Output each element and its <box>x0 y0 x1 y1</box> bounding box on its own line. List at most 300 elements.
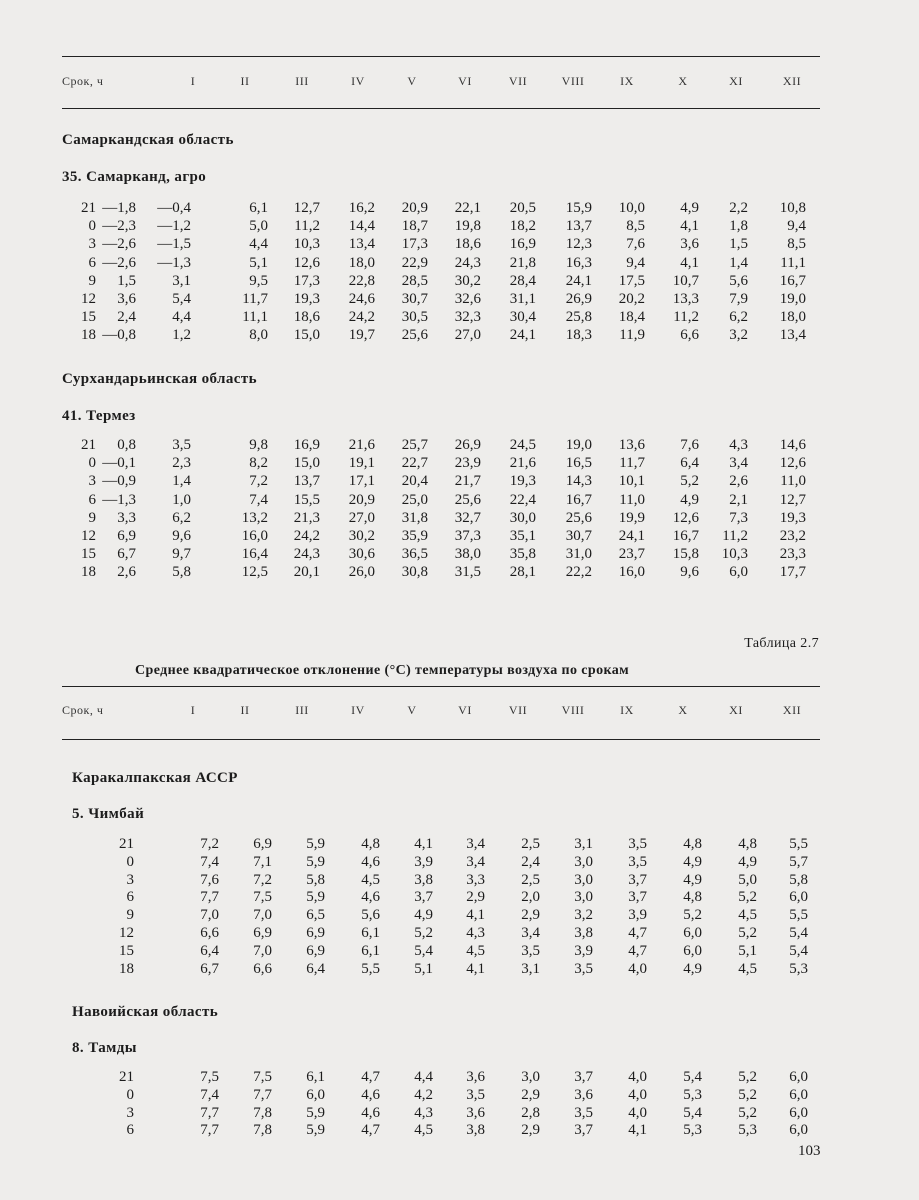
data-cell: 5,2 <box>738 1086 757 1103</box>
data-cell: 7,8 <box>253 1122 272 1139</box>
column-header-month: VIII <box>561 703 585 717</box>
data-cell: 6,0 <box>789 1122 808 1139</box>
row-term: 21 <box>81 437 96 453</box>
data-cell: 6,9 <box>306 925 325 941</box>
data-cell: 4,9 <box>683 853 702 870</box>
table-row <box>0 273 919 290</box>
data-cell: 5,1 <box>249 254 268 271</box>
data-cell: 31,0 <box>565 546 592 563</box>
table-row <box>0 854 919 871</box>
data-cell: 12,6 <box>779 455 806 472</box>
data-cell: 3,4 <box>521 925 540 941</box>
table-rule <box>62 56 820 57</box>
data-cell: 3,6 <box>466 1104 485 1121</box>
column-header-month: V <box>407 703 417 717</box>
data-cell: 17,5 <box>618 272 645 289</box>
data-cell: 3,1 <box>574 836 593 852</box>
data-cell: 2,0 <box>521 889 540 906</box>
data-cell: 5,9 <box>306 836 325 852</box>
data-cell: 23,2 <box>779 528 806 544</box>
data-cell: 36,5 <box>401 546 428 563</box>
data-cell: —1,2 <box>157 218 191 235</box>
data-cell: 7,7 <box>253 1086 272 1103</box>
row-term: 12 <box>119 925 134 941</box>
table-label: Таблица 2.7 <box>744 636 819 651</box>
data-cell: 7,4 <box>200 853 219 870</box>
table-rule <box>62 686 820 687</box>
data-cell: 5,4 <box>789 925 808 941</box>
data-cell: 7,4 <box>200 1086 219 1103</box>
data-cell: 16,7 <box>672 528 699 544</box>
data-cell: 35,9 <box>401 528 428 544</box>
data-cell: 6,0 <box>683 942 702 959</box>
data-cell: 5,9 <box>306 853 325 870</box>
data-cell: 4,9 <box>683 871 702 888</box>
data-cell: 2,8 <box>521 1104 540 1121</box>
data-cell: 10,3 <box>293 236 320 253</box>
data-cell: 6,4 <box>200 942 219 959</box>
data-cell: 16,9 <box>293 437 320 453</box>
data-cell: 6,4 <box>306 960 325 977</box>
data-cell: 3,6 <box>574 1086 593 1103</box>
data-cell: 22,9 <box>401 254 428 271</box>
table-row <box>0 510 919 527</box>
data-cell: 7,0 <box>253 907 272 924</box>
data-cell: 18,6 <box>454 236 481 253</box>
data-cell: 4,3 <box>729 437 748 453</box>
data-cell: 4,2 <box>414 1086 433 1103</box>
data-cell: 7,5 <box>200 1069 219 1085</box>
column-header-month: VI <box>458 74 472 88</box>
data-cell: 5,4 <box>172 291 191 307</box>
data-cell: 1,4 <box>729 254 748 271</box>
data-cell: 21,6 <box>348 437 375 453</box>
data-cell: 17,3 <box>293 272 320 289</box>
data-cell: 20,9 <box>401 200 428 216</box>
data-cell: 4,5 <box>361 871 380 888</box>
data-cell: 9,5 <box>249 272 268 289</box>
data-cell: 12,6 <box>672 509 699 526</box>
data-cell: —0,1 <box>102 455 136 472</box>
data-cell: 3,0 <box>574 889 593 906</box>
data-cell: 4,9 <box>680 491 699 508</box>
data-cell: —0,4 <box>157 200 191 216</box>
data-cell: 1,8 <box>729 218 748 235</box>
table-row <box>0 218 919 235</box>
data-cell: 5,6 <box>361 907 380 924</box>
data-cell: 4,9 <box>680 200 699 216</box>
data-cell: 32,3 <box>454 309 481 326</box>
data-cell: 16,7 <box>779 272 806 289</box>
data-cell: 4,1 <box>680 254 699 271</box>
data-cell: 2,9 <box>521 1122 540 1139</box>
data-cell: 13,4 <box>779 327 806 344</box>
data-cell: 5,2 <box>680 473 699 490</box>
data-cell: 5,3 <box>683 1122 702 1139</box>
column-header-month: X <box>678 703 688 717</box>
data-cell: 22,2 <box>565 564 592 581</box>
data-cell: 2,9 <box>466 889 485 906</box>
column-header-term: Срок, ч <box>62 703 104 717</box>
data-cell: 3,6 <box>117 291 136 307</box>
data-cell: 5,2 <box>683 907 702 924</box>
data-cell: 9,6 <box>172 528 191 544</box>
data-cell: 24,2 <box>293 528 320 544</box>
data-cell: 16,4 <box>241 546 268 563</box>
data-cell: 5,9 <box>306 1122 325 1139</box>
data-cell: 19,0 <box>565 437 592 453</box>
data-cell: 3,7 <box>414 889 433 906</box>
data-cell: 17,1 <box>348 473 375 490</box>
data-cell: 3,7 <box>628 889 647 906</box>
row-term: 12 <box>81 291 96 307</box>
data-cell: 7,7 <box>200 889 219 906</box>
data-cell: 10,8 <box>779 200 806 216</box>
data-cell: 7,6 <box>680 437 699 453</box>
data-cell: 3,0 <box>574 871 593 888</box>
data-cell: 31,8 <box>401 509 428 526</box>
data-cell: 24,6 <box>348 291 375 307</box>
column-header-month: VIII <box>561 74 585 88</box>
data-cell: 15,0 <box>293 455 320 472</box>
column-header-month: XII <box>782 74 802 88</box>
data-cell: 3,8 <box>574 925 593 941</box>
data-cell: 12,7 <box>779 491 806 508</box>
region-heading: Сурхандарьинская область <box>62 371 257 387</box>
table-row <box>0 1105 919 1122</box>
data-cell: 22,8 <box>348 272 375 289</box>
data-cell: 16,7 <box>565 491 592 508</box>
data-cell: —1,3 <box>157 254 191 271</box>
row-term: 3 <box>88 473 96 490</box>
data-cell: 4,6 <box>361 1086 380 1103</box>
data-cell: 22,7 <box>401 455 428 472</box>
row-term: 9 <box>88 509 96 526</box>
data-cell: 28,5 <box>401 272 428 289</box>
data-cell: 6,6 <box>200 925 219 941</box>
data-cell: 7,2 <box>253 871 272 888</box>
data-cell: 18,3 <box>565 327 592 344</box>
data-cell: 21,7 <box>454 473 481 490</box>
data-cell: 15,0 <box>293 327 320 344</box>
table-title: Среднее квадратическое отклонение (°C) температуры воздуха по срокам <box>135 663 630 678</box>
data-cell: 24,5 <box>509 437 536 453</box>
page-number: 103 <box>798 1143 821 1159</box>
data-cell: 6,0 <box>789 1104 808 1121</box>
data-cell: 3,1 <box>521 960 540 977</box>
station-heading: 41. Термез <box>62 408 136 424</box>
data-cell: 15,8 <box>672 546 699 563</box>
data-cell: 20,1 <box>293 564 320 581</box>
data-cell: 1,5 <box>117 272 136 289</box>
row-term: 3 <box>88 236 96 253</box>
table-row <box>0 546 919 563</box>
table-row <box>0 1087 919 1104</box>
data-cell: 25,6 <box>454 491 481 508</box>
data-cell: 3,4 <box>466 836 485 852</box>
data-cell: 3,1 <box>172 272 191 289</box>
data-cell: 3,2 <box>574 907 593 924</box>
data-cell: 3,6 <box>466 1069 485 1085</box>
data-cell: 20,2 <box>618 291 645 307</box>
data-cell: 5,4 <box>789 942 808 959</box>
data-cell: 5,9 <box>306 1104 325 1121</box>
column-header-month: II <box>240 703 250 717</box>
column-header-month: IX <box>620 74 634 88</box>
data-cell: 7,0 <box>200 907 219 924</box>
data-cell: 11,0 <box>780 473 806 490</box>
row-term: 21 <box>119 1069 134 1085</box>
data-cell: 1,2 <box>172 327 191 344</box>
data-cell: 30,2 <box>454 272 481 289</box>
data-cell: 6,1 <box>361 942 380 959</box>
data-cell: 2,4 <box>521 853 540 870</box>
column-header-month: XI <box>729 74 743 88</box>
data-cell: 3,9 <box>414 853 433 870</box>
region-heading: Самаркандская область <box>62 132 234 148</box>
data-cell: 24,1 <box>565 272 592 289</box>
data-cell: 0,8 <box>117 437 136 453</box>
data-cell: 5,3 <box>789 960 808 977</box>
row-term: 15 <box>81 546 96 563</box>
data-cell: 19,3 <box>779 509 806 526</box>
data-cell: 11,1 <box>242 309 268 326</box>
data-cell: 25,8 <box>565 309 592 326</box>
table-row <box>0 327 919 344</box>
data-cell: 23,9 <box>454 455 481 472</box>
data-cell: 24,2 <box>348 309 375 326</box>
row-term: 0 <box>88 455 96 472</box>
data-cell: 4,1 <box>466 907 485 924</box>
data-cell: 4,6 <box>361 853 380 870</box>
data-cell: 4,5 <box>738 960 757 977</box>
data-cell: 4,8 <box>683 836 702 852</box>
data-cell: 7,8 <box>253 1104 272 1121</box>
data-cell: 3,3 <box>117 509 136 526</box>
data-cell: 23,7 <box>618 546 645 563</box>
data-cell: 4,5 <box>466 942 485 959</box>
row-term: 18 <box>119 960 134 977</box>
data-cell: 6,0 <box>683 925 702 941</box>
data-cell: 19,1 <box>348 455 375 472</box>
data-cell: 5,3 <box>683 1086 702 1103</box>
data-cell: 3,3 <box>466 871 485 888</box>
data-cell: 4,4 <box>172 309 191 326</box>
data-cell: 8,5 <box>787 236 806 253</box>
column-header-month: X <box>678 74 688 88</box>
column-header-month: VI <box>458 703 472 717</box>
data-cell: 4,4 <box>414 1069 433 1085</box>
data-cell: 8,0 <box>249 327 268 344</box>
data-cell: 2,4 <box>117 309 136 326</box>
data-cell: 7,4 <box>249 491 268 508</box>
table-row <box>0 836 919 853</box>
data-cell: 2,6 <box>729 473 748 490</box>
data-cell: 24,3 <box>293 546 320 563</box>
column-header-term: Срок, ч <box>62 74 104 88</box>
data-cell: 2,9 <box>521 907 540 924</box>
data-cell: 18,6 <box>293 309 320 326</box>
data-cell: 6,0 <box>729 564 748 581</box>
data-cell: 4,8 <box>738 836 757 852</box>
data-cell: 4,0 <box>628 1086 647 1103</box>
station-heading: 8. Тамды <box>72 1040 137 1056</box>
column-header-month: III <box>295 74 309 88</box>
table-row <box>0 437 919 454</box>
row-term: 0 <box>126 853 134 870</box>
row-term: 9 <box>126 907 134 924</box>
data-cell: —2,6 <box>102 254 136 271</box>
row-term: 3 <box>126 871 134 888</box>
data-cell: 17,7 <box>779 564 806 581</box>
data-cell: 20,5 <box>509 200 536 216</box>
data-cell: 7,9 <box>729 291 748 307</box>
data-cell: 6,9 <box>117 528 136 544</box>
data-cell: 14,3 <box>565 473 592 490</box>
data-cell: —2,6 <box>102 236 136 253</box>
data-cell: 6,0 <box>789 889 808 906</box>
data-cell: 11,9 <box>619 327 645 344</box>
data-cell: 7,2 <box>200 836 219 852</box>
data-cell: 3,6 <box>680 236 699 253</box>
data-cell: 10,0 <box>618 200 645 216</box>
data-cell: 4,3 <box>414 1104 433 1121</box>
data-cell: 37,3 <box>454 528 481 544</box>
data-cell: 3,5 <box>628 836 647 852</box>
row-term: 6 <box>88 254 96 271</box>
data-cell: 6,2 <box>729 309 748 326</box>
station-heading: 35. Самарканд, агро <box>62 169 207 185</box>
data-cell: 27,0 <box>348 509 375 526</box>
data-cell: 5,7 <box>789 853 808 870</box>
data-cell: 6,9 <box>253 925 272 941</box>
table-row <box>0 889 919 906</box>
data-cell: 3,9 <box>628 907 647 924</box>
data-cell: 25,6 <box>401 327 428 344</box>
data-cell: 3,5 <box>574 960 593 977</box>
data-cell: 9,4 <box>787 218 806 235</box>
data-cell: 5,4 <box>414 942 433 959</box>
data-cell: 16,3 <box>565 254 592 271</box>
data-cell: 30,4 <box>509 309 536 326</box>
data-cell: 16,0 <box>618 564 645 581</box>
data-cell: 3,5 <box>466 1086 485 1103</box>
data-cell: 4,1 <box>680 218 699 235</box>
data-cell: 19,3 <box>509 473 536 490</box>
data-cell: 38,0 <box>454 546 481 563</box>
column-header-month: VII <box>508 74 528 88</box>
data-cell: 6,1 <box>361 925 380 941</box>
data-cell: 18,4 <box>618 309 645 326</box>
data-cell: 4,5 <box>414 1122 433 1139</box>
table-row <box>0 473 919 490</box>
data-cell: 13,7 <box>565 218 592 235</box>
data-cell: 24,1 <box>618 528 645 544</box>
data-cell: 10,7 <box>672 272 699 289</box>
data-cell: 10,3 <box>721 546 748 563</box>
data-cell: 2,1 <box>729 491 748 508</box>
data-cell: 6,6 <box>253 960 272 977</box>
row-term: 21 <box>119 836 134 852</box>
data-cell: 2,5 <box>521 871 540 888</box>
data-cell: 19,0 <box>779 291 806 307</box>
data-cell: 5,2 <box>738 889 757 906</box>
data-cell: 18,0 <box>779 309 806 326</box>
data-cell: 4,7 <box>361 1122 380 1139</box>
data-cell: 5,0 <box>249 218 268 235</box>
data-cell: 4,8 <box>683 889 702 906</box>
data-cell: 6,6 <box>680 327 699 344</box>
data-cell: 35,8 <box>509 546 536 563</box>
data-cell: 30,5 <box>401 309 428 326</box>
data-cell: 4,0 <box>628 1069 647 1085</box>
data-cell: 6,0 <box>789 1086 808 1103</box>
table-row <box>0 925 919 942</box>
station-heading: 5. Чимбай <box>72 806 145 822</box>
data-cell: 15,5 <box>293 491 320 508</box>
data-cell: 4,0 <box>628 960 647 977</box>
data-cell: 8,2 <box>249 455 268 472</box>
data-cell: 11,7 <box>242 291 268 307</box>
data-cell: 6,4 <box>680 455 699 472</box>
data-cell: 7,1 <box>253 853 272 870</box>
region-heading: Каракалпакская АССР <box>72 770 238 786</box>
data-cell: 4,9 <box>738 853 757 870</box>
data-cell: 6,9 <box>306 942 325 959</box>
column-header-month: IV <box>351 703 365 717</box>
data-cell: 4,1 <box>628 1122 647 1139</box>
data-cell: 7,5 <box>253 889 272 906</box>
data-cell: 3,9 <box>574 942 593 959</box>
data-cell: 4,7 <box>628 942 647 959</box>
row-term: 6 <box>88 491 96 508</box>
data-cell: 19,9 <box>618 509 645 526</box>
column-header-month: V <box>407 74 417 88</box>
data-cell: 18,2 <box>509 218 536 235</box>
row-term: 12 <box>81 528 96 544</box>
data-cell: 15,9 <box>565 200 592 216</box>
data-cell: 3,4 <box>466 853 485 870</box>
data-cell: 5,8 <box>172 564 191 581</box>
data-cell: 35,1 <box>509 528 536 544</box>
table-row <box>0 1122 919 1139</box>
data-cell: 32,6 <box>454 291 481 307</box>
data-cell: 13,7 <box>293 473 320 490</box>
data-cell: 5,8 <box>789 871 808 888</box>
data-cell: 12,5 <box>241 564 268 581</box>
column-header-month: XII <box>782 703 802 717</box>
data-cell: 7,5 <box>253 1069 272 1085</box>
data-cell: 5,8 <box>306 871 325 888</box>
data-cell: 7,3 <box>729 509 748 526</box>
data-cell: 24,1 <box>509 327 536 344</box>
data-cell: —2,3 <box>102 218 136 235</box>
data-cell: 5,5 <box>361 960 380 977</box>
data-cell: 4,7 <box>628 925 647 941</box>
data-cell: 5,3 <box>738 1122 757 1139</box>
data-cell: 5,2 <box>738 1069 757 1085</box>
data-cell: 21,6 <box>509 455 536 472</box>
table-rule <box>62 108 820 109</box>
table-row <box>0 943 919 960</box>
data-cell: 22,1 <box>454 200 481 216</box>
data-cell: 3,5 <box>172 437 191 453</box>
region-heading: Навоийская область <box>72 1004 219 1020</box>
data-cell: 9,6 <box>680 564 699 581</box>
data-cell: 16,2 <box>348 200 375 216</box>
data-cell: 17,3 <box>401 236 428 253</box>
data-cell: 14,6 <box>779 437 806 453</box>
